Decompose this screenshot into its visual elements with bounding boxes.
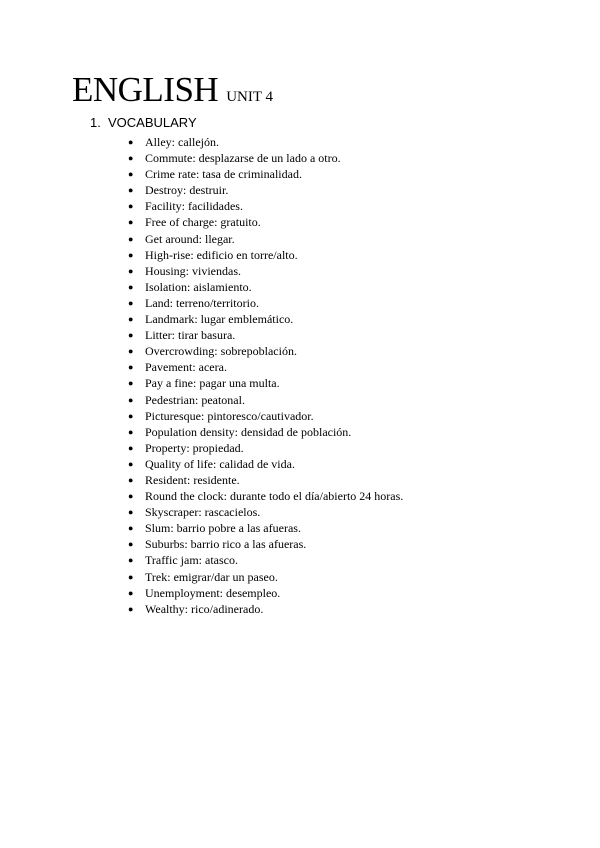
document-title (72, 72, 273, 107)
vocabulary-entry: Round the clock: durante todo el día/abierto 24 horas. (145, 489, 404, 504)
vocabulary-entry: Facility: facilidades. (145, 199, 243, 214)
bullet-icon: ● (128, 603, 134, 614)
list-item (128, 134, 403, 150)
list-item (128, 488, 403, 504)
list-item (128, 536, 403, 552)
bullet-icon: ● (128, 587, 134, 598)
vocabulary-entry: Unemployment: desempleo. (145, 585, 281, 600)
list-item (128, 456, 403, 472)
vocabulary-entry: Housing: viviendas. (145, 263, 241, 278)
vocabulary-entry: Litter: tirar basura. (145, 328, 236, 343)
vocabulary-entry: Property: propiedad. (145, 440, 244, 455)
list-item (128, 408, 403, 424)
bullet-icon: ● (128, 555, 134, 566)
bullet-icon: ● (128, 491, 134, 502)
vocabulary-entry: Pavement: acera. (145, 360, 227, 375)
bullet-icon: ● (128, 153, 134, 164)
list-item (128, 392, 403, 408)
list-item (128, 585, 403, 601)
section-heading (90, 115, 197, 131)
vocabulary-entry: Overcrowding: sobrepoblación. (145, 344, 297, 359)
bullet-icon: ● (128, 394, 134, 405)
bullet-icon: ● (128, 523, 134, 534)
vocabulary-entry: Get around: llegar. (145, 231, 235, 246)
list-item (128, 198, 403, 214)
list-item (128, 311, 403, 327)
bullet-icon: ● (128, 458, 134, 469)
subtitle-text: UNIT 4 (226, 89, 274, 105)
bullet-icon: ● (128, 442, 134, 453)
list-item (128, 359, 403, 375)
list-item (128, 231, 403, 247)
vocabulary-entry: High-rise: edificio en torre/alto. (145, 247, 298, 262)
list-item (128, 182, 403, 198)
bullet-icon: ● (128, 539, 134, 550)
bullet-icon: ● (128, 217, 134, 228)
vocabulary-entry: Slum: barrio pobre a las afueras. (145, 521, 301, 536)
title-text: ENGLISH (72, 70, 219, 109)
list-item (128, 343, 403, 359)
vocabulary-entry: Skyscraper: rascacielos. (145, 505, 261, 520)
list-item (128, 214, 403, 230)
section-number: 1. (90, 115, 101, 130)
vocabulary-entry: Pedestrian: peatonal. (145, 392, 245, 407)
list-item (128, 552, 403, 568)
list-item (128, 424, 403, 440)
bullet-icon: ● (128, 281, 134, 292)
bullet-icon: ● (128, 169, 134, 180)
list-item (128, 375, 403, 391)
vocabulary-entry: Commute: desplazarse de un lado a otro. (145, 151, 341, 166)
bullet-icon: ● (128, 185, 134, 196)
vocabulary-entry: Resident: residente. (145, 472, 240, 487)
section-heading-text: VOCABULARY (108, 115, 197, 130)
vocabulary-entry: Suburbs: barrio rico a las afueras. (145, 537, 307, 552)
vocabulary-entry: Destroy: destruir. (145, 183, 229, 198)
bullet-icon: ● (128, 571, 134, 582)
bullet-icon: ● (128, 201, 134, 212)
list-item (128, 295, 403, 311)
bullet-icon: ● (128, 137, 134, 147)
bullet-icon: ● (128, 362, 134, 373)
bullet-icon: ● (128, 410, 134, 421)
list-item (128, 569, 403, 585)
vocabulary-entry: Picturesque: pintoresco/cautivador. (145, 408, 314, 423)
bullet-icon: ● (128, 474, 134, 485)
list-item (128, 247, 403, 263)
list-item (128, 440, 403, 456)
vocabulary-entry: Traffic jam: atasco. (145, 553, 238, 568)
list-item (128, 472, 403, 488)
bullet-icon: ● (128, 378, 134, 389)
bullet-icon: ● (128, 233, 134, 244)
list-item (128, 601, 403, 617)
bullet-icon: ● (128, 426, 134, 437)
vocabulary-entry: Land: terreno/territorio. (145, 295, 259, 310)
vocabulary-entry: Trek: emigrar/dar un paseo. (145, 569, 278, 584)
vocabulary-entry: Landmark: lugar emblemático. (145, 312, 294, 327)
list-item (128, 279, 403, 295)
list-item (128, 327, 403, 343)
vocabulary-entry: Free of charge: gratuito. (145, 215, 261, 230)
list-item (128, 166, 403, 182)
vocabulary-list (128, 134, 403, 617)
vocabulary-entry: Quality of life: calidad de vida. (145, 456, 295, 471)
vocabulary-entry: Isolation: aislamiento. (145, 279, 252, 294)
list-item (128, 150, 403, 166)
list-item (128, 263, 403, 279)
bullet-icon: ● (128, 249, 134, 260)
vocabulary-entry: Crime rate: tasa de criminalidad. (145, 167, 302, 182)
list-item (128, 504, 403, 520)
bullet-icon: ● (128, 330, 134, 341)
vocabulary-entry: Wealthy: rico/adinerado. (145, 601, 264, 616)
bullet-icon: ● (128, 265, 134, 276)
list-item (128, 520, 403, 536)
bullet-icon: ● (128, 314, 134, 325)
bullet-icon: ● (128, 507, 134, 518)
bullet-icon: ● (128, 346, 134, 357)
vocabulary-entry: Population density: densidad de población. (145, 424, 352, 439)
vocabulary-entry: Alley: callejón. (145, 135, 219, 149)
vocabulary-entry: Pay a fine: pagar una multa. (145, 376, 280, 391)
bullet-icon: ● (128, 297, 134, 308)
